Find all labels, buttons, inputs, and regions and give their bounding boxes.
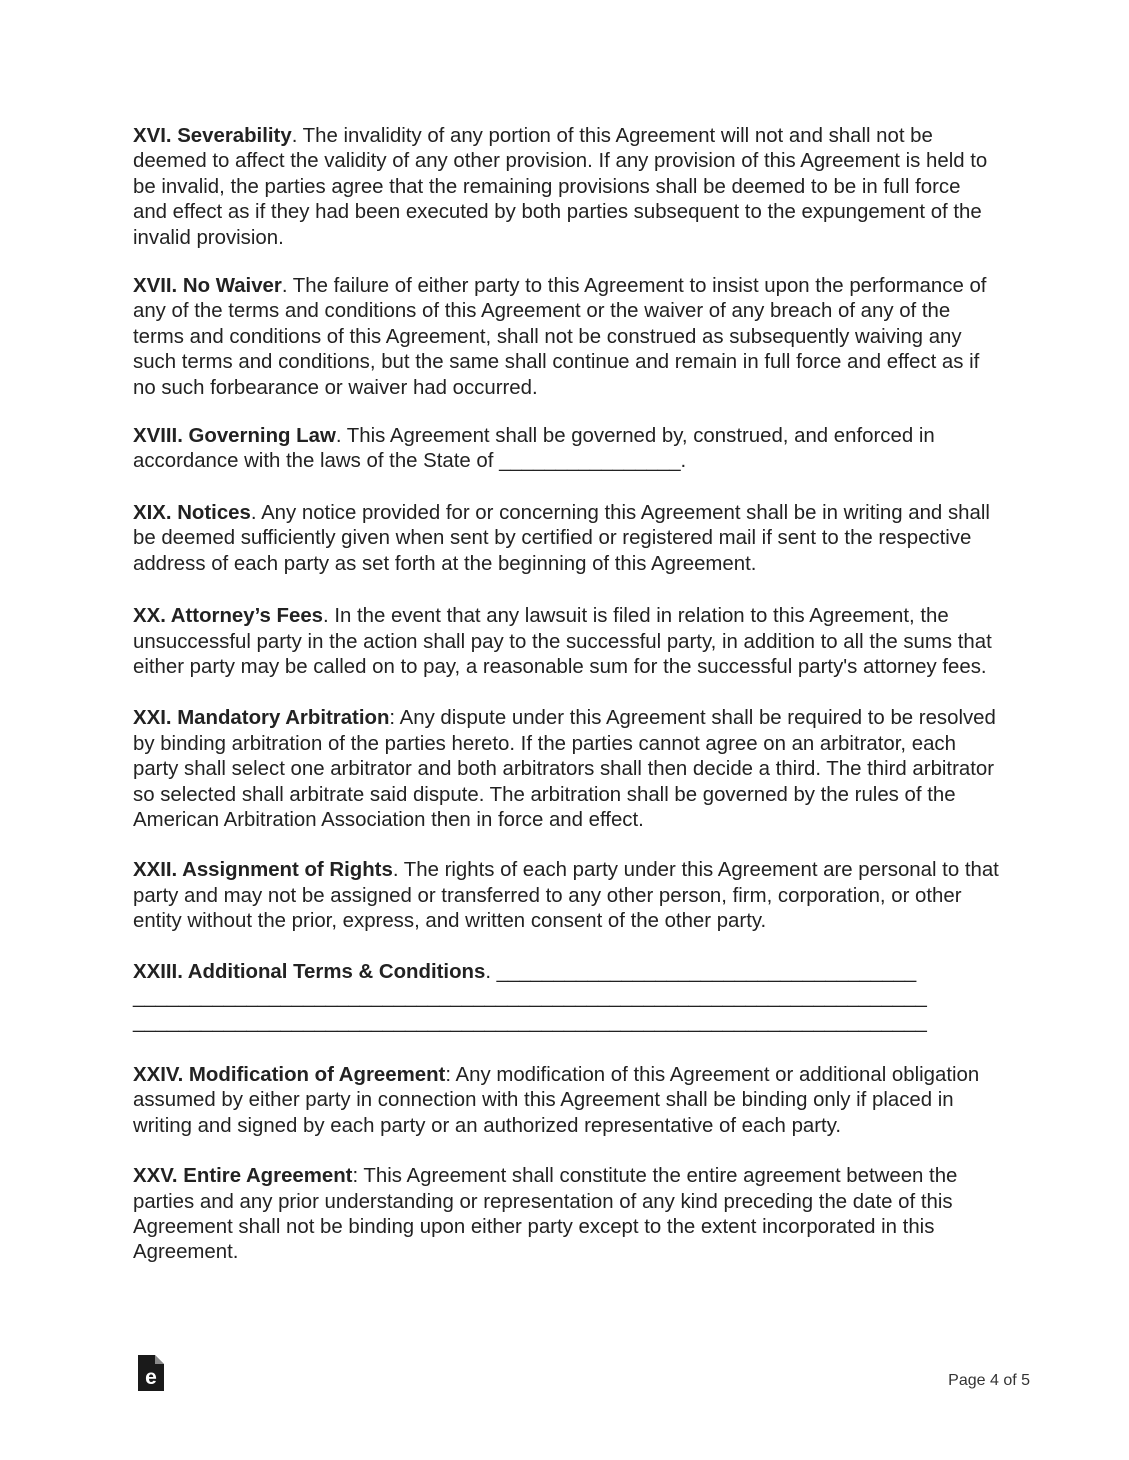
- clause-additional-terms: [133, 960, 999, 1035]
- clause-text: Any dispute under this Agreement shall be required to be resolved by binding arbitration of the parties hereto. If the parties cannot agree on an arbitrator, each party shall select one arbitrator and both arbitrators shall then decide a third. The third arbitrator so selected shall arbitrate said dispute. The arbitration shall be governed by the rules of the American Arbitration Association then in force and effect.: [133, 707, 996, 831]
- agreement-body: [133, 124, 999, 1289]
- clause-heading: XXIII. Additional Terms & Conditions: [133, 960, 486, 983]
- clause-heading: XVI. Severability: [133, 125, 292, 147]
- page-number: Page 4 of 5: [948, 1372, 1030, 1389]
- clause-heading: XX. Attorney’s Fees: [133, 605, 323, 628]
- clause-punctuation: .: [281, 275, 288, 298]
- clause-text: Any notice provided for or concerning this Agreement shall be in writing and shall be deemed sufficiently given when sent by certified or registered mail if sent to the respective address of each party as set forth at the beginning of this Agreement.: [133, 501, 990, 575]
- clause-attorneys-fees: [133, 604, 999, 680]
- svg-text:e: e: [145, 1366, 157, 1389]
- clause-text: The rights of each party under this Agreement are personal to that party and may not be assigned or transferred to any other person, firm, corporation, or other entity without the prior, express, and written consent of the other party.: [133, 859, 999, 933]
- clause-mandatory-arbitration: [133, 706, 999, 833]
- clause-punctuation: :: [445, 1063, 451, 1086]
- clause-punctuation: :: [389, 707, 396, 730]
- clause-punctuation: .: [323, 605, 329, 628]
- clause-text: The invalidity of any portion of this Agreement will not and shall not be deemed to affect the validity of any other provision. If any provision of this Agreement is held to be invalid, the parties agree that the remaining provisions shall be deemed to be in full force and effect as if they had been executed by both parties subsequent to the expungement of the invalid provision.: [133, 125, 988, 249]
- clause-punctuation: .: [335, 425, 342, 448]
- clause-punctuation: .: [250, 501, 257, 524]
- clause-assignment-of-rights: [133, 858, 999, 934]
- clause-punctuation: .: [291, 125, 298, 147]
- clause-heading: XXI. Mandatory Arbitration: [133, 707, 390, 730]
- clause-text: In the event that any lawsuit is filed in relation to this Agreement, the unsuccessful party in the action shall pay to the successful party, in addition to all the sums that either party may be called on to pay, a reasonable sum for the successful party's attorney fees.: [133, 605, 992, 678]
- clause-text: This Agreement shall be governed by, construed, and enforced in accordance with the laws of the State of ________________.: [133, 425, 935, 473]
- clause-severability: [133, 124, 999, 251]
- clause-heading: XVIII. Governing Law: [133, 425, 336, 448]
- clause-heading: XXIV. Modification of Agreement: [133, 1063, 446, 1086]
- clause-heading: XVII. No Waiver: [133, 275, 282, 298]
- clause-punctuation: .: [392, 859, 399, 882]
- clause-punctuation: .: [485, 960, 491, 983]
- clause-heading: XXV. Entire Agreement: [133, 1165, 353, 1188]
- clause-notices: [133, 501, 999, 577]
- fill-in-blank[interactable]: _____________________________________: [491, 960, 917, 983]
- clause-heading: XXII. Assignment of Rights: [133, 859, 393, 882]
- clause-entire-agreement: [133, 1164, 999, 1266]
- clause-governing-law: [133, 424, 999, 475]
- clause-modification: [133, 1063, 999, 1139]
- clause-punctuation: :: [352, 1165, 359, 1188]
- clause-text: This Agreement shall constitute the entire agreement between the parties and any prior understanding or representation of any kind preceding the date of this Agreement shall not be binding upon either party except to the extent incorporated in this Agreement.: [133, 1165, 958, 1264]
- fill-in-blank[interactable]: ______________________________________________________________________: [133, 1010, 927, 1033]
- clause-text: The failure of either party to this Agreement to insist upon the performance of any of the terms and conditions of this Agreement or the waiver of any breach of any of the terms and conditions of this Agreement, shall not be construed as subsequently waiving any such terms and conditions, but the same shall continue and remain in full force and effect as if no such forbearance or waiver had occurred.: [133, 275, 987, 399]
- document-e-icon: [138, 1355, 164, 1391]
- fill-in-blank[interactable]: ______________________________________________________________________: [133, 985, 927, 1008]
- clause-no-waiver: [133, 274, 999, 401]
- clause-text: Any modification of this Agreement or additional obligation assumed by either party in connection with this Agreement shall be binding only if placed in writing and signed by each party or an authorized representative of each party.: [133, 1063, 980, 1137]
- clause-heading: XIX. Notices: [133, 501, 251, 524]
